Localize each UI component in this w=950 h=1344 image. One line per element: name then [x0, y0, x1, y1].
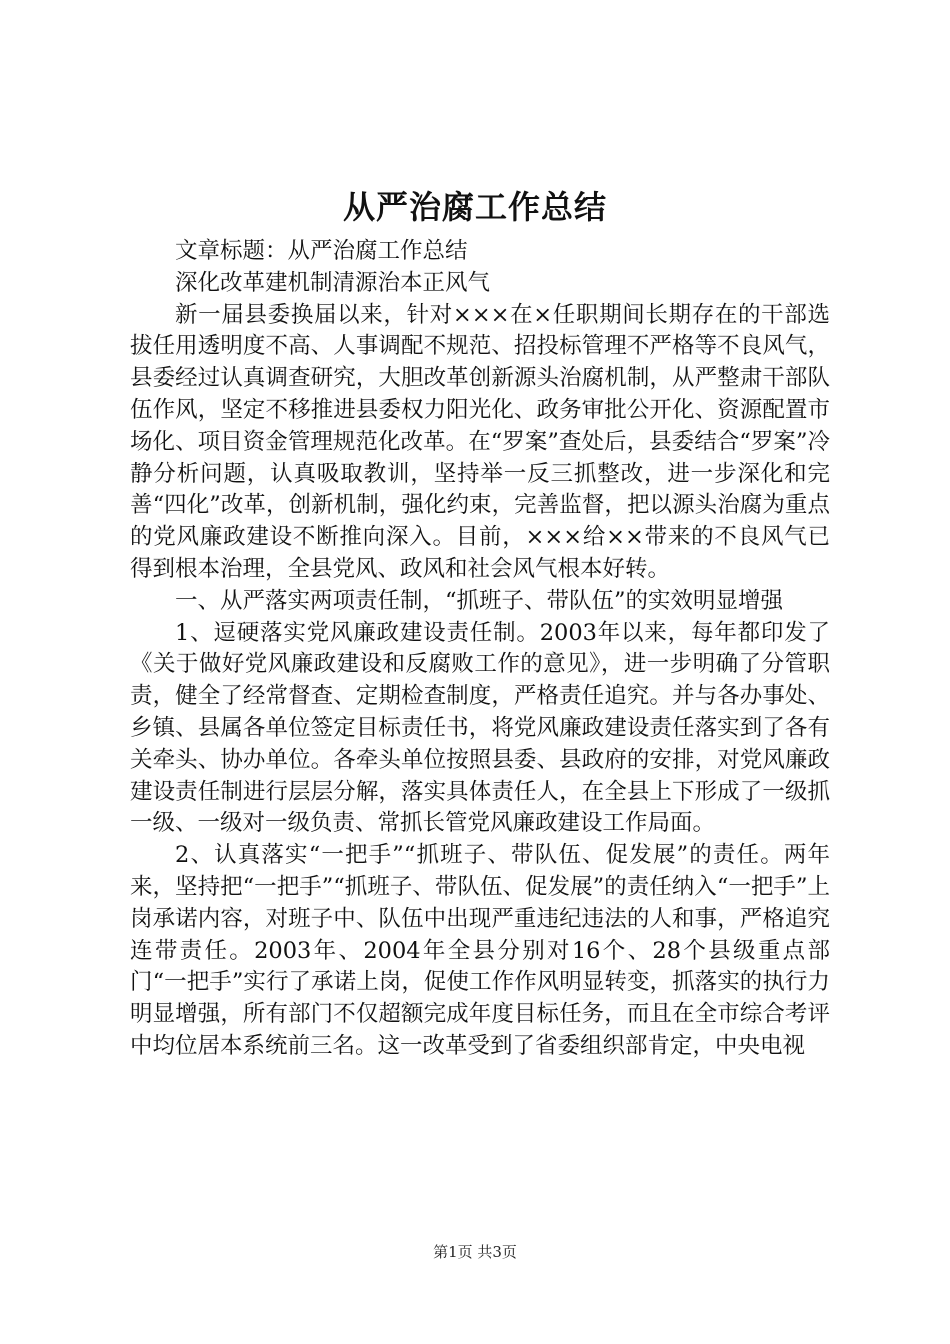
subtitle-line: 深化改革建机制清源治本正风气: [175, 269, 491, 296]
paragraph-item-1: 1、逗硬落实党风廉政建设责任制。2003年以来，每年都印发了《关于做好党风廉政建设和反腐败工作的意见》，进一步明确了分管职责，健全了经常督查、定期检查制度，严格责任追究。并与各办事处、乡镇、县属各单位签定目标责任书，将党风廉政建设责任落实到了各有关牵头、协办单位。各牵头单位按照县委、县政府的安排，对党风廉政建设责任制进行层层分解，落实具体责任人，在全县上下形成了一级抓一级、一级对一级负责、常抓长管党风廉政建设工作局面。: [130, 619, 830, 837]
document-body: [130, 236, 830, 1063]
document-title: 从严治腐工作总结: [342, 188, 607, 226]
page-number-footer: 第1页 共3页: [433, 1243, 517, 1261]
intro-paragraph: 新一届县委换届以来，针对×××在×任职期间长期存在的干部选拔任用透明度不高、人事调配不规范、招投标管理不严格等不良风气，县委经过认真调查研究，大胆改革创新源头治腐机制，从严整肃干部队伍作风，坚定不移推进县委权力阳光化、政务审批公开化、资源配置市场化、项目资金管理规范化改革。在“罗案”查处后，县委结合“罗案”冷静分析问题，认真吸取教训，坚持举一反三抓整改，进一步深化和完善“四化”改革，创新机制，强化约束，完善监督，把以源头治腐为重点的党风廉政建设不断推向深入。目前，×××给××带来的不良风气已得到根本治理，全县党风、政风和社会风气根本好转。: [130, 301, 830, 582]
article-title-line: 文章标题：从严治腐工作总结: [175, 238, 468, 264]
section-heading-1: 一、从严落实两项责任制，“抓班子、带队伍”的实效明显增强: [175, 587, 784, 614]
paragraph-item-2: 2、认真落实“一把手”“抓班子、带队伍、促发展”的责任。两年来，坚持把“一把手”“抓班子、带队伍、促发展”的责任纳入“一把手”上岗承诺内容，对班子中、队伍中出现严重违纪违法的人和事，严格追究连带责任。2003年、2004年全县分别对16个、28个县级重点部门“一把手”实行了承诺上岗，促使工作作风明显转变，抓落实的执行力明显增强，所有部门不仅超额完成年度目标任务，而且在全市综合考评中均位居本系统前三名。这一改革受到了省委组织部肯定，中央电视: [130, 842, 830, 1059]
